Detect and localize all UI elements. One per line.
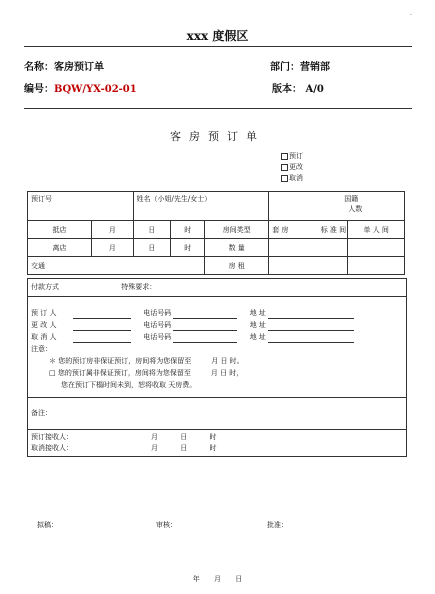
standard-room-label: 标 准 间 [320, 225, 347, 234]
booker-row [31, 307, 403, 319]
booking-receiver-row [31, 432, 403, 443]
canceller-address-field[interactable] [268, 342, 354, 343]
form-lower-section [27, 278, 407, 457]
transport-label: 交通 [28, 257, 205, 275]
depart-hour: 时 [171, 239, 205, 257]
arrive-hour: 时 [171, 221, 205, 239]
room-type-label: 房间类型 [205, 221, 269, 239]
remark-row [28, 397, 406, 429]
note-line-2 [31, 367, 403, 379]
booking-type-options [281, 151, 303, 184]
canceller-phone-label: 电话号码 [143, 333, 172, 341]
remark-label: 备注： [31, 409, 52, 417]
depart-month: 月 [92, 239, 133, 257]
receiver-block [28, 429, 406, 456]
nationality-label: 国籍 [344, 195, 359, 203]
approve-signature-label: 批准： [267, 521, 288, 529]
footer-date: 年 月 日 [192, 575, 243, 583]
payment-row [28, 278, 406, 296]
arrive-day: 日 [133, 221, 171, 239]
review-signature-label: 审核： [156, 521, 177, 529]
canceller-label: 取 消 人 [31, 333, 57, 341]
note-line-1 [31, 355, 403, 367]
doc-name: 名称：客房预订单 [24, 62, 104, 73]
checkbox-icon [281, 153, 288, 160]
corner-dot: . [410, 10, 412, 17]
note-date: 月 日 时。 [211, 357, 244, 365]
checkbox-icon [281, 175, 288, 182]
option-cancel[interactable]: 取消 [281, 173, 303, 184]
resort-title: xxx 度假区 [186, 29, 249, 43]
quantity-label: 数 量 [205, 239, 269, 257]
header-divider-top [24, 46, 412, 47]
note-text: □ 您的预订属非保证预订，房间将为您保留至 [49, 369, 191, 377]
booking-receiver-date: 月 日 时 [151, 433, 217, 441]
note-line-3: 您在预订下榻时间未到，恕将收取 天房费。 [61, 381, 197, 389]
header-divider-bottom [24, 108, 412, 109]
table-row [28, 239, 405, 257]
payment-label: 付款方式 [31, 283, 59, 291]
booker-address-label: 地 址 [249, 309, 266, 317]
booking-grid [27, 191, 405, 275]
form-title: 客房预订单 [170, 130, 265, 143]
option-book[interactable]: 预订 [281, 151, 303, 162]
table-row [28, 192, 405, 221]
notes-label: 注意： [31, 345, 52, 353]
canceller-row [31, 331, 403, 343]
changer-address-label: 地 址 [249, 321, 266, 329]
count-label: 人数 [348, 205, 363, 213]
single-room-label: 单 人 间 [348, 221, 405, 239]
checkbox-icon [281, 164, 288, 171]
doc-version: 版本： A/0 [272, 84, 324, 95]
canceller-field[interactable] [73, 342, 131, 343]
table-row [28, 257, 405, 275]
doc-code-value: BQW/YX-02-01 [54, 84, 137, 95]
booking-no-label: 预订号 [28, 192, 134, 221]
booker-label: 预 订 人 [31, 309, 57, 317]
depart-label: 离店 [28, 239, 92, 257]
nationality-count-cell [269, 192, 405, 221]
quantity-value-2[interactable] [348, 239, 405, 257]
canceller-phone-field[interactable] [173, 342, 237, 343]
doc-code [24, 80, 137, 95]
booker-phone-label: 电话号码 [143, 309, 172, 317]
changer-label: 更 改 人 [31, 321, 57, 329]
doc-code-label: 编号： [24, 84, 54, 95]
arrive-label: 抵店 [28, 221, 92, 239]
room-rate-value-2[interactable] [348, 257, 405, 275]
canceller-address-label: 地 址 [249, 333, 266, 341]
cancel-receiver-label: 取消接收人： [31, 444, 73, 452]
cancel-receiver-date: 月 日 时 [151, 444, 217, 452]
suite-label: 套 房 [272, 225, 289, 234]
changer-row [31, 319, 403, 331]
option-change[interactable]: 更改 [281, 162, 303, 173]
depart-day: 日 [133, 239, 171, 257]
table-row [28, 221, 405, 239]
quantity-value[interactable] [269, 239, 348, 257]
note-text: ＊ 您的预订房非保证预订，房间将为您保留至 [49, 357, 192, 365]
booking-receiver-label: 预订接收人： [31, 433, 73, 441]
arrive-month: 月 [92, 221, 133, 239]
changer-phone-label: 电话号码 [143, 321, 172, 329]
note-date: 月 日 时， [210, 369, 244, 377]
cancel-receiver-row [31, 443, 403, 454]
room-type-cell [269, 221, 348, 239]
room-rate-value[interactable] [269, 257, 348, 275]
special-request-label: 特殊要求： [121, 283, 157, 291]
contacts-notes-block [28, 296, 406, 397]
draft-signature-label: 拟稿： [37, 521, 58, 529]
room-rate-label: 房 租 [205, 257, 269, 275]
guest-name-label: 姓名（小姐/先生/女士） [133, 192, 269, 221]
doc-department: 部门：营销部 [270, 62, 330, 73]
